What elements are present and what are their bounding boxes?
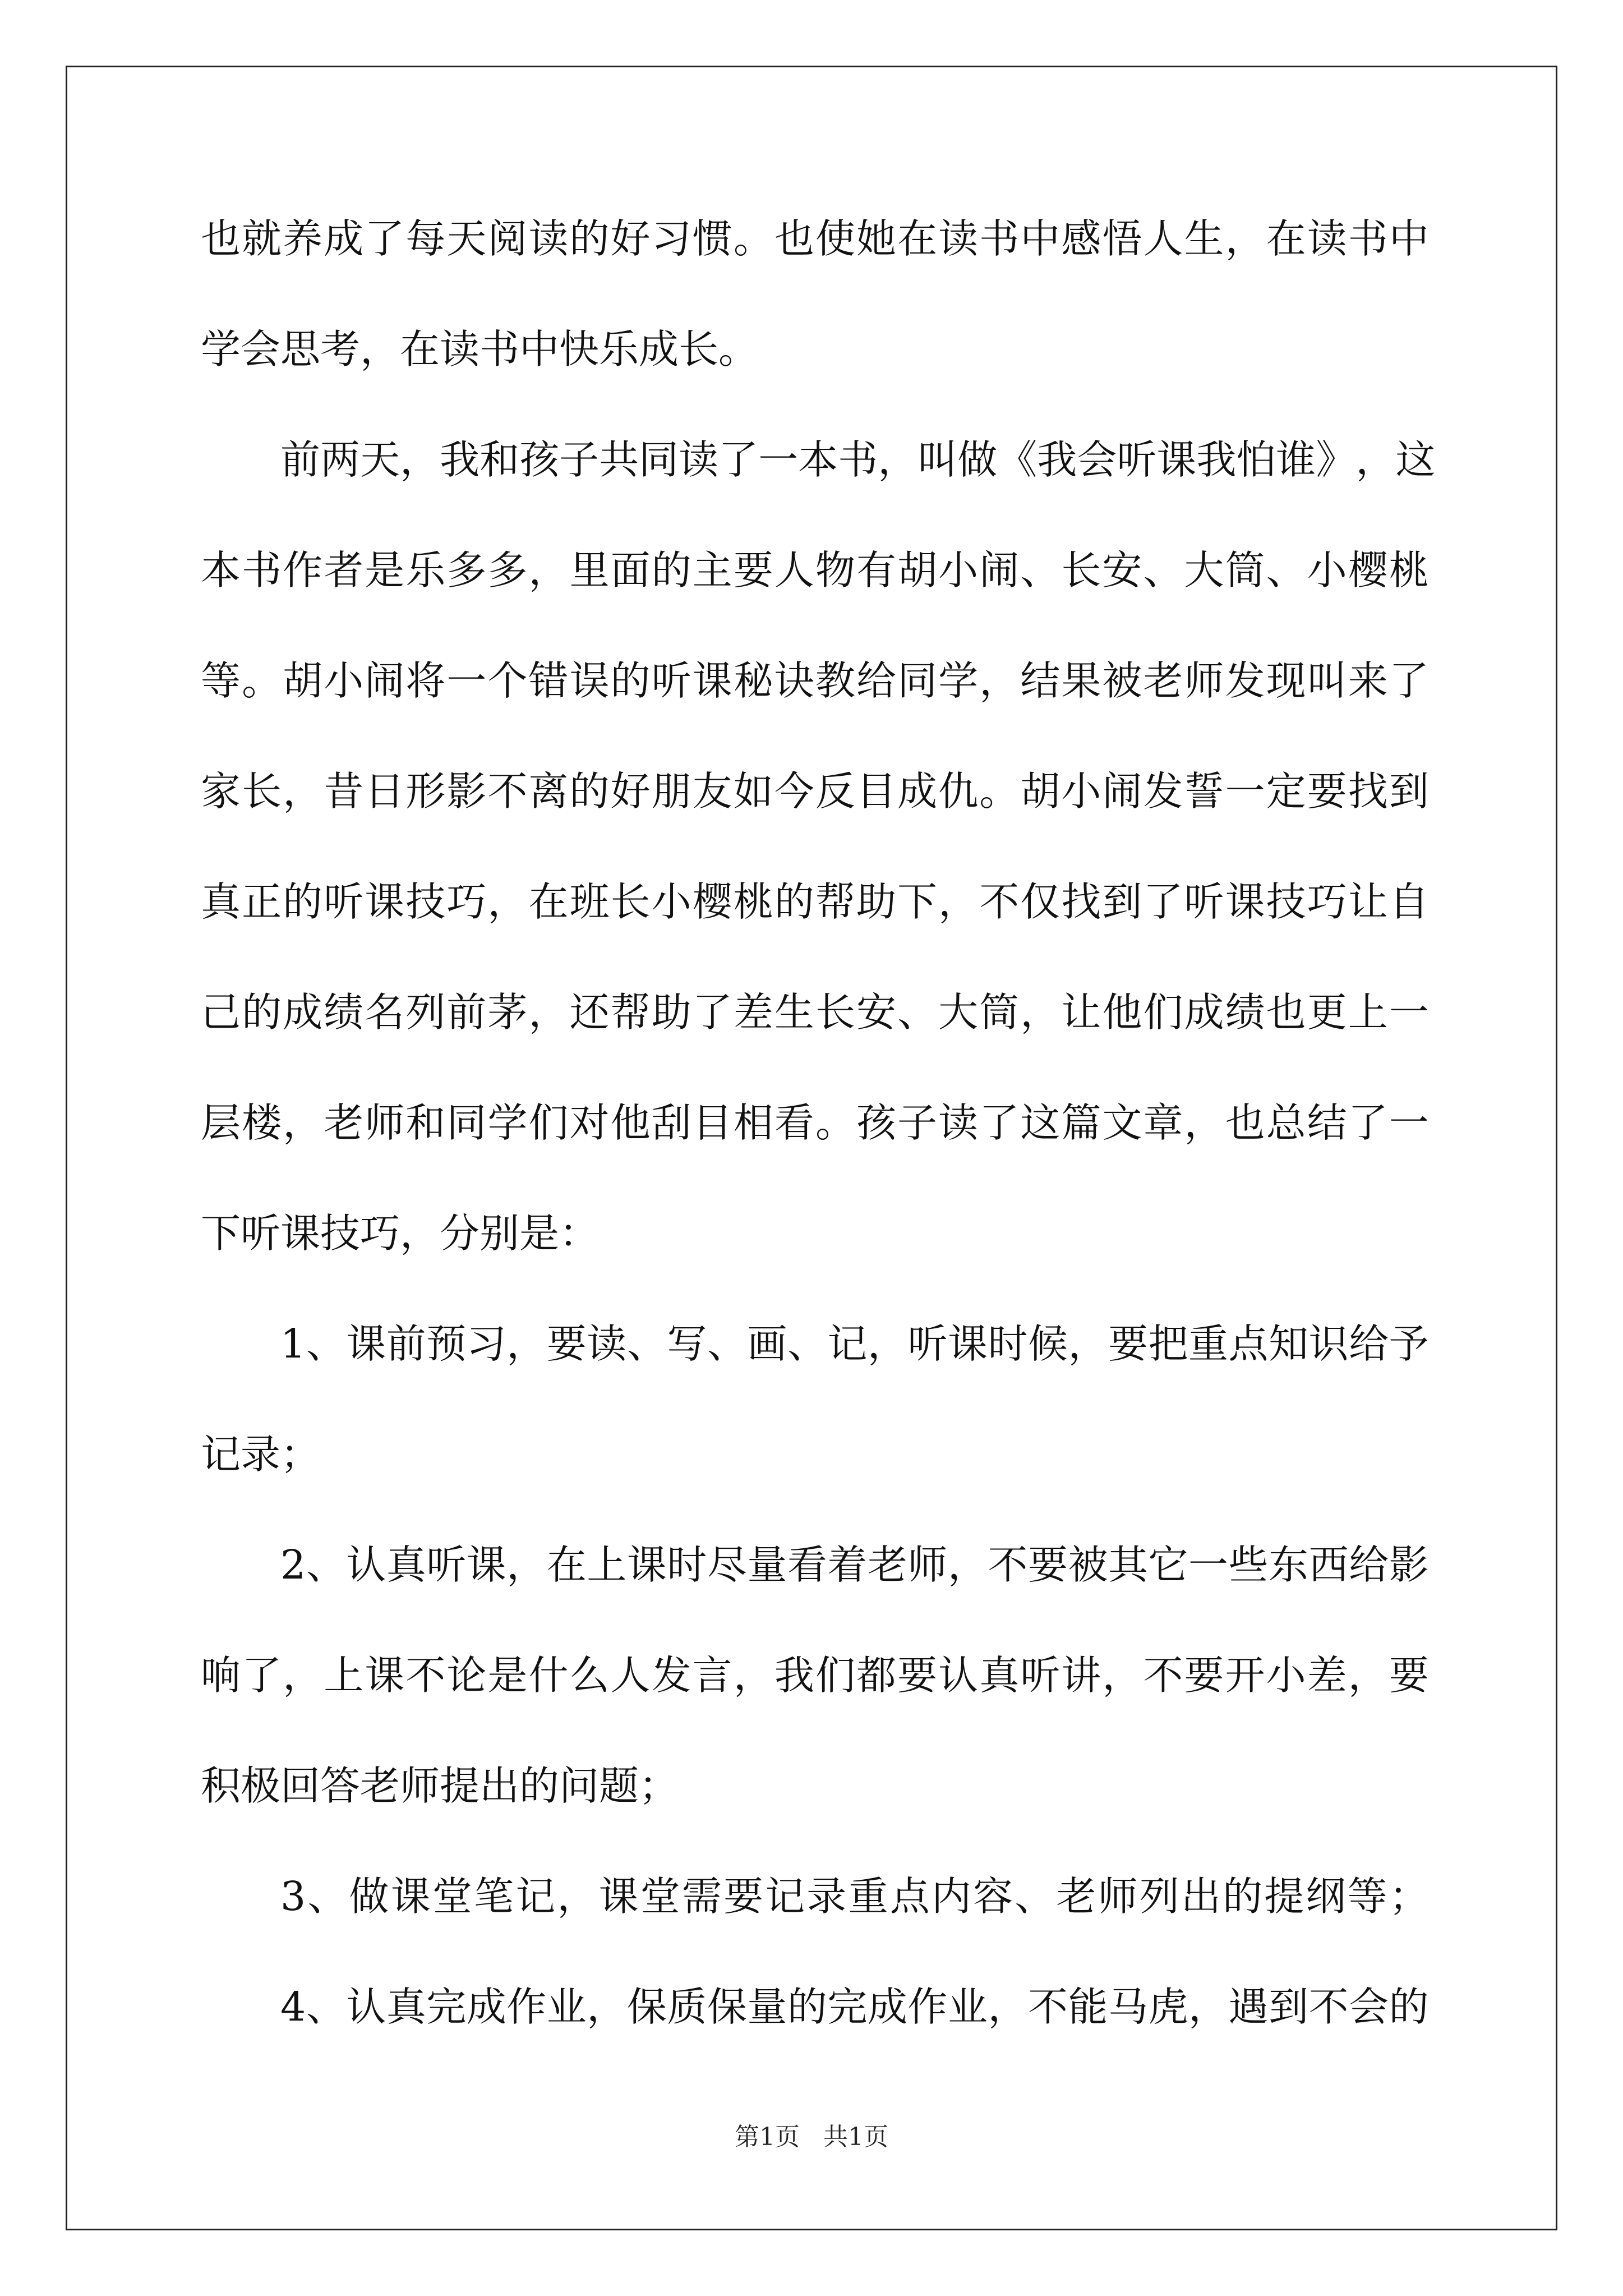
- text-line: 真 正 的 听 课 技 巧 ， 在 班 长 小 樱 桃 的 帮 助 下 ， 不 仅 找 到 了 听 课 技 巧 让 自: [201, 878, 1429, 925]
- text-line: 2 、 认 真 听 课 ， 在 上 课 时 尽 量 看 着 老 师 ， 不 要 被 其 它 一 些 东 西 给 影: [280, 1542, 1429, 1588]
- text-line: 记录；: [201, 1431, 321, 1478]
- text-line: 3 、 做 课 堂 笔 记 ， 课 堂 需 要 记 录 重 点 内 容 、 老 师 列 出 的 提 纲 等 ；: [280, 1873, 1429, 1920]
- text-line: 家 长 ， 昔 日 形 影 不 离 的 好 朋 友 如 今 反 目 成 仇 。 胡 小 闹 发 誓 一 定 要 找 到: [201, 768, 1429, 815]
- text-line: 下听课技巧，分别是：: [201, 1210, 600, 1257]
- text-line: 也 就 养 成 了 每 天 阅 读 的 好 习 惯 。 也 使 她 在 读 书 中 感 悟 人 生 ， 在 读 书 中: [201, 215, 1429, 262]
- text-line: 学会思考，在读书中快乐成长。: [201, 326, 759, 372]
- document-body: [201, 215, 1436, 2097]
- page-footer: 第1页 共1页: [735, 2123, 888, 2151]
- text-line: 本 书 作 者 是 乐 多 多 ， 里 面 的 主 要 人 物 有 胡 小 闹 、 长 安 、 大 筒 、 小 樱 桃: [201, 547, 1429, 593]
- text-line: 前 两 天 ， 我 和 孩 子 共 同 读 了 一 本 书 ， 叫 做 《 我 会 听 课 我 怕 谁 》 ， 这: [280, 436, 1436, 483]
- text-line: 积极回答老师提出的问题；: [201, 1763, 679, 1809]
- text-line: 己 的 成 绩 名 列 前 茅 ， 还 帮 助 了 差 生 长 安 、 大 筒 ， 让 他 们 成 绩 也 更 上 一: [201, 989, 1429, 1036]
- text-line: 1 、 课 前 预 习 ， 要 读 、 写 、 画 、 记 ， 听 课 时 候 ， 要 把 重 点 知 识 给 予: [280, 1320, 1429, 1367]
- text-line: 响 了 ， 上 课 不 论 是 什 么 人 发 言 ， 我 们 都 要 认 真 听 讲 ， 不 要 开 小 差 ， 要: [201, 1652, 1429, 1699]
- text-line: 等 。 胡 小 闹 将 一 个 错 误 的 听 课 秘 诀 教 给 同 学 ， 结 果 被 老 师 发 现 叫 来 了: [201, 657, 1429, 704]
- text-line: 4 、 认 真 完 成 作 业 ， 保 质 保 量 的 完 成 作 业 ， 不 能 马 虎 ， 遇 到 不 会 的: [280, 1984, 1429, 2030]
- text-line: 层 楼 ， 老 师 和 同 学 们 对 他 刮 目 相 看 。 孩 子 读 了 这 篇 文 章 ， 也 总 结 了 一: [201, 1099, 1429, 1146]
